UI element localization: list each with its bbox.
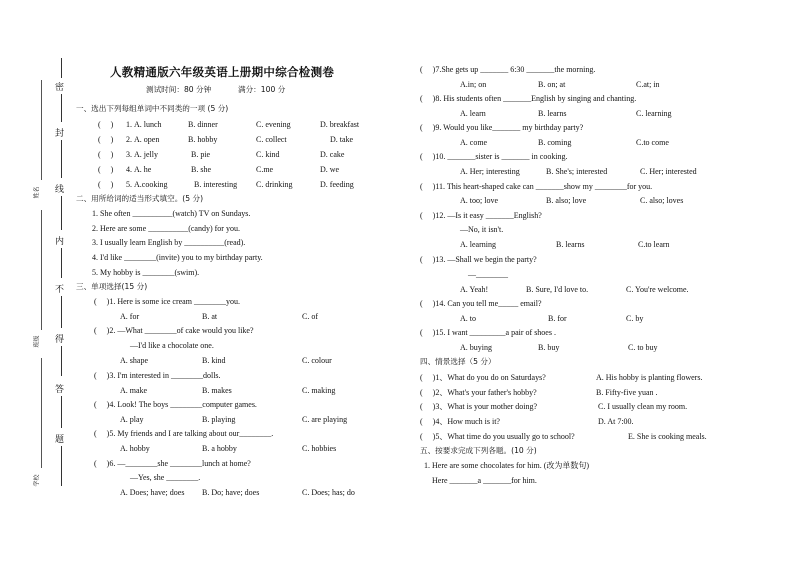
mc-option: B. learns — [556, 240, 585, 249]
mc-option: B. coming — [538, 138, 572, 147]
mc-option: A.in; on — [460, 80, 487, 89]
mc-option: A. Her; interesting — [460, 167, 520, 176]
answer-paren[interactable]: ( ) — [98, 135, 114, 144]
margin-line — [61, 396, 62, 428]
mc-question: ( )6. —________she ________lunch at home? — [94, 459, 251, 468]
answer-paren[interactable]: ( ) — [98, 150, 114, 159]
mc-option: C. by — [626, 314, 644, 323]
name-fill-line — [41, 80, 42, 180]
margin-line — [61, 58, 62, 78]
match-answer: D. At 7:00. — [598, 417, 634, 426]
mc-option: A. hobby — [120, 444, 150, 453]
option-a: A.cooking — [134, 180, 168, 189]
mc-question-reply: —________ — [468, 270, 508, 279]
test-time: 测试时间：80 分钟 — [146, 85, 212, 94]
mc-option: B. at — [202, 312, 218, 321]
mc-question: ( )5. My friends and I are talking about our________. — [94, 429, 274, 438]
mc-question: ( )12. —Is it easy _______English? — [420, 211, 542, 220]
mc-option: C. to buy — [628, 343, 658, 352]
option-c: C.me — [256, 165, 274, 174]
mc-option: A. learning — [460, 240, 496, 249]
mc-option: B. kind — [202, 356, 226, 365]
mc-option: B. Do; have; does — [202, 488, 260, 497]
mc-question: ( )4. Look! The boys ________computer games. — [94, 400, 257, 409]
binding-char: 答 — [55, 385, 65, 395]
mc-option: B. also; love — [546, 196, 587, 205]
mc-question: ( )11. This heart-shaped cake can _______show my ________for you. — [420, 182, 653, 191]
margin-line — [61, 296, 62, 328]
margin-line — [61, 140, 62, 178]
option-a: A. he — [134, 165, 152, 174]
mc-option: A. for — [120, 312, 140, 321]
mc-question-reply: —I'd like a chocolate one. — [130, 341, 214, 350]
mc-question: ( )15. I want _________a pair of shoes . — [420, 328, 556, 337]
match-answer: E. She is cooking meals. — [628, 432, 707, 441]
match-question: ( )3、What is your mother doing? — [420, 402, 538, 411]
fill-blank-question: 5. My hobby is ________(swim). — [92, 268, 200, 277]
mc-option: C. Her; interested — [640, 167, 697, 176]
class-fill-line — [41, 210, 42, 330]
item-number: 4. — [126, 165, 132, 174]
binding-char: 题 — [55, 435, 65, 445]
mc-option: A. play — [120, 415, 144, 424]
mc-option: A. to — [460, 314, 476, 323]
option-a: A. open — [134, 135, 160, 144]
mc-option: A. shape — [120, 356, 148, 365]
binding-char: 线 — [55, 185, 65, 195]
match-question: ( )2、What's your father's hobby? — [420, 388, 537, 397]
option-b: B. pie — [191, 150, 211, 159]
section-2-heading: 二、用所给词的适当形式填空。(5 分) — [76, 194, 204, 203]
mc-option: B. buy — [538, 343, 560, 352]
fill-blank-question: 1. She often __________(watch) TV on Sundays. — [92, 209, 251, 218]
section-1-heading: 一、选出下列每组单词中不同类的一项 (5 分) — [76, 104, 229, 113]
binding-char: 封 — [55, 129, 65, 139]
mc-option: C. of — [302, 312, 318, 321]
option-a: A. jelly — [134, 150, 158, 159]
mc-question: ( )9. Would you like_______ my birthday party? — [420, 123, 584, 132]
option-d: D. cake — [320, 150, 345, 159]
mc-option: A. come — [460, 138, 488, 147]
binding-char: 不 — [55, 285, 65, 295]
mc-option: C. are playing — [302, 415, 348, 424]
mc-option: A. learn — [460, 109, 486, 118]
mc-question-reply: —No, it isn't. — [460, 225, 504, 234]
option-c: C. drinking — [256, 180, 293, 189]
page-title: 人教精通版六年级英语上册期中综合检测卷 — [110, 65, 335, 79]
fill-blank-question: 4. I'd like ________(invite) you to my birthday party. — [92, 253, 263, 262]
item-number: 2. — [126, 135, 132, 144]
school-label: 学校 — [33, 474, 41, 487]
mc-option: C.to learn — [638, 240, 670, 249]
mc-option: C. learning — [636, 109, 672, 118]
margin-line — [61, 346, 62, 376]
mc-option: C.at; in — [636, 80, 660, 89]
class-label: 班级 — [33, 335, 41, 348]
option-d: D. we — [320, 165, 340, 174]
mc-option: C. You're welcome. — [626, 285, 689, 294]
answer-paren[interactable]: ( ) — [98, 180, 114, 189]
option-d: D. take — [330, 135, 354, 144]
rewrite-blank: Here _______a _______for him. — [432, 476, 537, 485]
mc-option: B. playing — [202, 415, 236, 424]
mc-question: ( )10. _______sister is _______ in cooking. — [420, 152, 568, 161]
option-b: B. interesting — [194, 180, 238, 189]
mc-option: C. colour — [302, 356, 332, 365]
mc-option: A. buying — [460, 343, 492, 352]
item-number: 3. — [126, 150, 132, 159]
option-c: C. collect — [256, 135, 287, 144]
mc-question: ( )13. —Shall we begin the party? — [420, 255, 537, 264]
item-number: 1. — [126, 120, 132, 129]
fill-blank-question: 2. Here are some __________(candy) for you. — [92, 224, 240, 233]
answer-paren[interactable]: ( ) — [98, 165, 114, 174]
option-d: D. breakfast — [320, 120, 360, 129]
margin-line — [61, 94, 62, 122]
mc-question: ( )2. —What ________of cake would you like? — [94, 326, 254, 335]
mc-option: A. Yeah! — [460, 285, 489, 294]
mc-option: C.to come — [636, 138, 669, 147]
margin-line — [61, 248, 62, 278]
section-5-heading: 五、按要求完成下列各题。(10 分) — [420, 446, 537, 455]
mc-option: C. hobbies — [302, 444, 337, 453]
option-d: D. feeding — [320, 180, 354, 189]
mc-option: B. makes — [202, 386, 232, 395]
mc-question-reply: —Yes, she ________. — [130, 473, 201, 482]
mc-question: ( )7.She gets up _______ 6:30 _______the morning. — [420, 65, 596, 74]
section-3-heading: 三、单项选择(15 分) — [76, 282, 148, 291]
mc-option: B. a hobby — [202, 444, 237, 453]
mc-option: B. She's; interested — [546, 167, 608, 176]
mc-question: ( )14. Can you tell me_____ email? — [420, 299, 542, 308]
option-a: A. lunch — [134, 120, 162, 129]
rewrite-question: 1. Here are some chocolates for him. (改为单数句) — [424, 461, 590, 470]
match-answer: A. His hobby is planting flowers. — [596, 373, 703, 382]
option-b: B. she — [191, 165, 211, 174]
binding-char: 内 — [55, 237, 65, 247]
mc-question: ( )8. His students often _______English by singing and chanting. — [420, 94, 637, 103]
option-c: C. evening — [256, 120, 291, 129]
match-answer: B. Fifty-five yuan . — [596, 388, 658, 397]
mc-option: B. Sure, I'd love to. — [526, 285, 589, 294]
item-number: 5. — [126, 180, 132, 189]
option-b: B. dinner — [188, 120, 218, 129]
mc-option: B. learns — [538, 109, 567, 118]
mc-question: ( )1. Here is some ice cream ________you. — [94, 297, 240, 306]
mc-option: A. Does; have; does — [120, 488, 185, 497]
mc-question: ( )3. I'm interested in ________dolls. — [94, 371, 221, 380]
option-b: B. hobby — [188, 135, 218, 144]
answer-paren[interactable]: ( ) — [98, 120, 114, 129]
match-question: ( )5、What time do you usually go to school? — [420, 432, 575, 441]
binding-char: 得 — [55, 335, 65, 345]
section-4-heading: 四、情景选择（5 分） — [420, 357, 496, 366]
mc-option: A. too; love — [460, 196, 498, 205]
option-c: C. kind — [256, 150, 280, 159]
name-label: 姓名 — [33, 186, 41, 199]
binding-char: 密 — [55, 83, 65, 93]
school-fill-line — [41, 358, 42, 468]
mc-option: A. make — [120, 386, 148, 395]
match-question: ( )4、How much is it? — [420, 417, 500, 426]
mc-option: C. making — [302, 386, 336, 395]
mc-option: B. on; at — [538, 80, 566, 89]
margin-line — [61, 446, 62, 486]
mc-option: C. Does; has; do — [302, 488, 355, 497]
margin-line — [61, 196, 62, 230]
mc-option: C. also; loves — [640, 196, 684, 205]
fill-blank-question: 3. I usually learn English by __________(read). — [92, 238, 246, 247]
mc-option: B. for — [548, 314, 567, 323]
match-question: ( )1、What do you do on Saturdays? — [420, 373, 546, 382]
match-answer: C. I usually clean my room. — [598, 402, 688, 411]
full-score: 满分：100 分 — [238, 85, 286, 94]
